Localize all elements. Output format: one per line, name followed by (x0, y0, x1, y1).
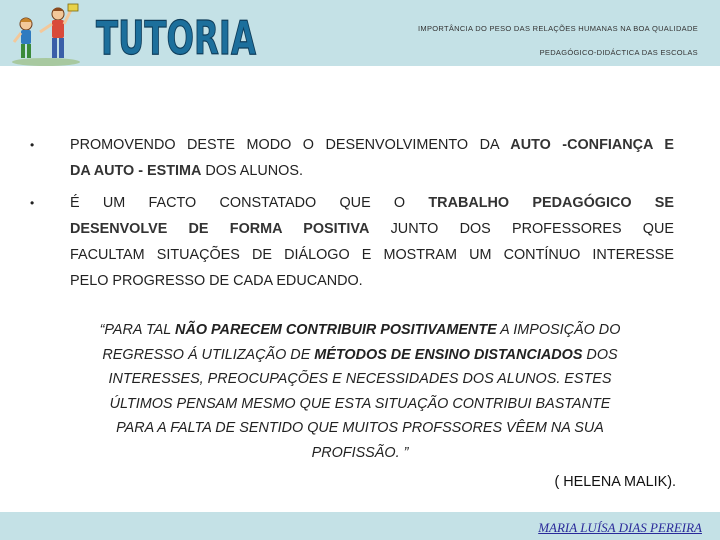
tutor-student-figures-icon (6, 2, 86, 66)
text-line (60, 318, 660, 343)
bullet-dot-icon: • (30, 196, 35, 210)
text-line (60, 343, 660, 368)
emphasis-text: DESENVOLVE DE FORMA POSITIVA (70, 221, 370, 237)
bullet-dot-icon: • (30, 138, 35, 152)
text-line (70, 190, 674, 216)
footer-author-name: MARIA LUÍSA DIAS PEREIRA (538, 520, 702, 535)
quote-block (60, 318, 660, 465)
text-run: JUNTO DOS PROFESSORES QUE (369, 221, 674, 237)
text-line (70, 216, 674, 242)
text-run: DOS ALUNOS. (201, 163, 303, 179)
tutoria-logo-wordmark (92, 4, 262, 64)
text-run: FACULTAM SITUAÇÕES DE DIÁLOGO E MOSTRAM UM CONTÍNUO INTERESSE (70, 247, 674, 263)
text-line (60, 392, 660, 417)
text-line (60, 416, 660, 441)
text-run: PROFISSÃO. ” (311, 444, 409, 461)
text-line (60, 367, 660, 392)
footer-band (0, 512, 720, 540)
text-line (70, 132, 674, 158)
text-run: PROMOVENDO DESTE MODO O DESENVOLVIMENTO DA (70, 137, 511, 153)
text-line (70, 242, 674, 268)
svg-text:TUTORIA: TUTORIA (96, 11, 257, 65)
text-line (70, 268, 674, 294)
text-line (70, 158, 674, 184)
bullet-text (70, 132, 674, 184)
text-line (60, 441, 660, 466)
text-run: PARA A FALTA DE SENTIDO QUE MUITOS PROFSSORES VÊEM NA SUA (116, 420, 604, 436)
bullet-item (28, 190, 674, 294)
emphasis-text: AUTO -CONFIANÇA E (510, 137, 674, 153)
header-band (0, 0, 720, 66)
text-run: REGRESSO Á UTILIZAÇÃO DE (102, 346, 315, 363)
bullet-list (28, 132, 674, 294)
header-subtitle-line1: IMPORTÂNCIA DO PESO DAS RELAÇÕES HUMANAS NA BOA QUALIDADE (418, 24, 698, 33)
text-run: PELO PROGRESSO DE CADA EDUCANDO. (70, 273, 363, 289)
emphasis-text: MÉTODOS DE ENSINO DISTANCIADOS (314, 346, 583, 363)
text-run: DOS (582, 346, 618, 363)
bullet-item (28, 132, 674, 184)
text-run: É UM FACTO CONSTATADO QUE O (70, 195, 429, 211)
text-run: INTERESSES, PREOCUPAÇÕES E NECESSIDADES DOS ALUNOS. ESTES (108, 371, 612, 387)
text-run: “PARA TAL (99, 322, 176, 338)
emphasis-text: NÃO PARECEM CONTRIBUIR POSITIVAMENTE (175, 322, 497, 338)
text-run: A IMPOSIÇÃO DO (496, 322, 621, 338)
bullet-text (70, 190, 674, 294)
emphasis-text: TRABALHO PEDAGÓGICO SE (428, 195, 674, 211)
header-subtitle-line2: PEDAGÓGICO-DIDÁCTICA DAS ESCOLAS (539, 48, 698, 57)
quote-author: ( HELENA MALIK). (554, 474, 676, 490)
emphasis-text: DA AUTO - ESTIMA (70, 163, 202, 179)
text-run: ÚLTIMOS PENSAM MESMO QUE ESTA SITUAÇÃO CONTRIBUI BASTANTE (109, 395, 611, 412)
